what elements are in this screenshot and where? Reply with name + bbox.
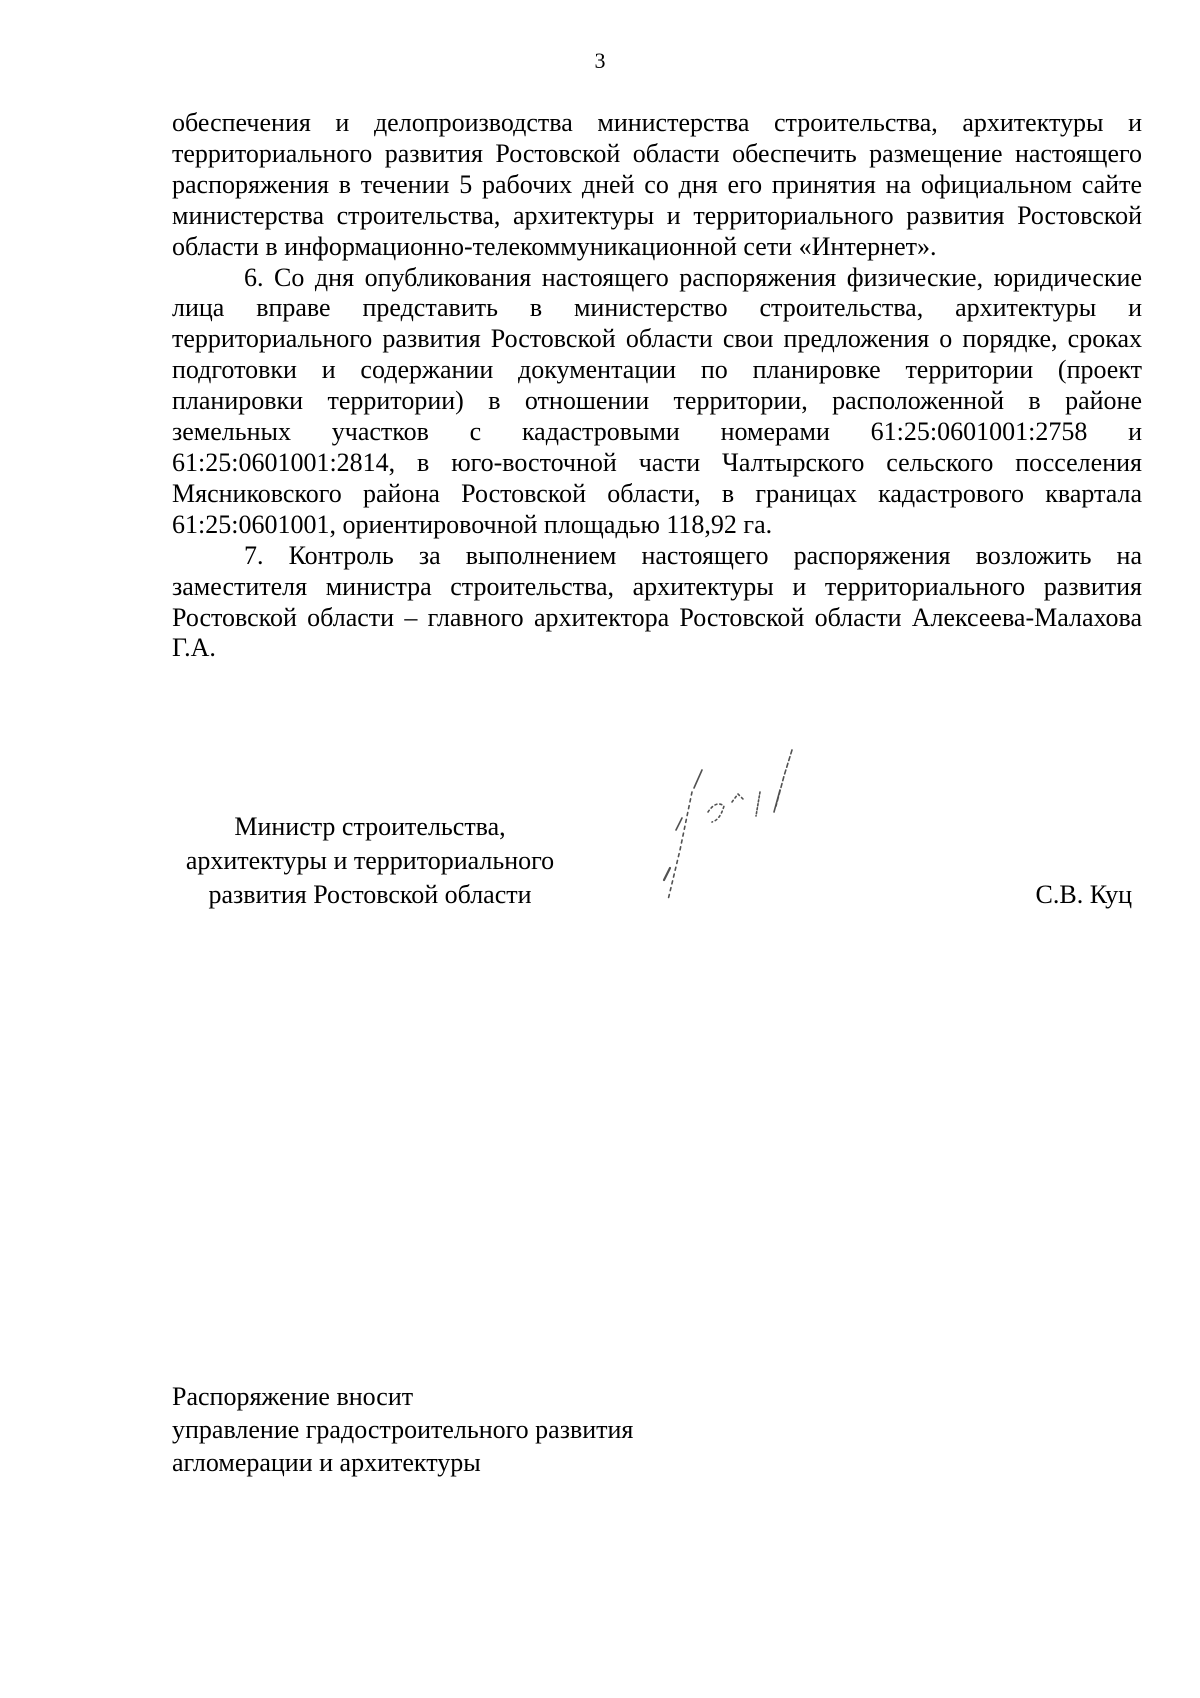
submitted-by-line: агломерации и архитектуры [172, 1448, 481, 1477]
document-body [172, 108, 1142, 664]
submitted-by-line: Распоряжение вносит [172, 1382, 414, 1411]
paragraph-item-7: 7. Контроль за выполнением настоящего распоряжения возложить на заместителя министра строительства, архитектуры и территориального развития Ростовской области – главного архитектора Ростовской области Алексеева-Малахова Г.А. [172, 540, 1142, 663]
submitted-by-line: управление градостроительного развития [172, 1415, 634, 1444]
signatory-title [160, 810, 580, 912]
paragraph-continuation: обеспечения и делопроизводства министерства строительства, архитектуры и территориального развития Ростовской области обеспечить размещение настоящего распоряжения в течении 5 рабочих дней со дня его принятия на официальном сайте министерства строительства, архитектуры и территориального развития Ростовской области в информационно-телекоммуникационной сети «Интернет». [172, 108, 1142, 261]
handwritten-signature [620, 730, 880, 910]
signatory-title-line: архитектуры и территориального [185, 846, 555, 875]
submitted-by [172, 1380, 872, 1479]
page-number: 3 [594, 48, 606, 73]
paragraph-item-6: 6. Со дня опубликования настоящего распоряжения физические, юридические лица вправе представить в министерство строительства, архитектуры и территориального развития Ростовской области свои предложения о порядке, сроках подготовки и содержании документации по планировке территории (проект планировки территории) в отношении территории, расположенной в районе земельных участков с кадастровыми номерами 61:25:0601001:2758 и 61:25:0601001:2814, в юго-восточной части Чалтырского сельского посселения Мясниковского района Ростовской области, в границах кадастрового квартала 61:25:0601001, ориентировочной площадью 118,92 га. [172, 262, 1142, 539]
signatory-title-line: развития Ростовской области [208, 880, 532, 909]
signatory-title-line: Министр строительства, [234, 812, 506, 841]
signatory-name: С.В. Куц [1035, 880, 1132, 909]
